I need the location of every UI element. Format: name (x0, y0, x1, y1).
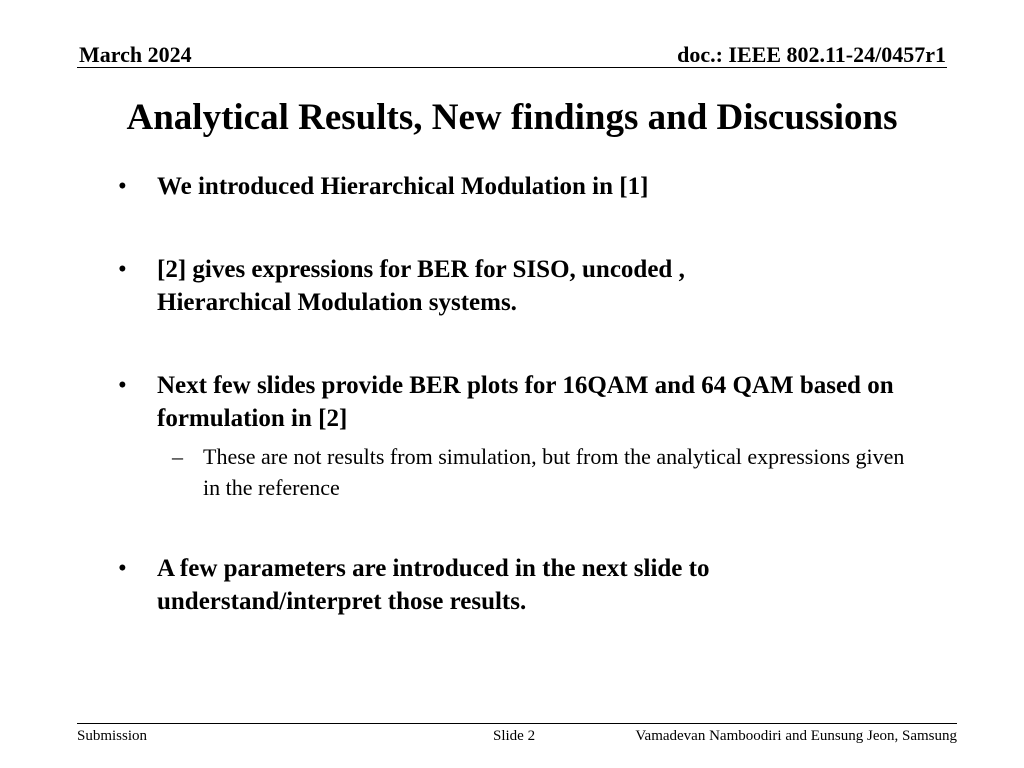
footer-authors: Vamadevan Namboodiri and Eunsung Jeon, Samsung (635, 728, 957, 744)
bullet-text: A few parameters are introduced in the next slide to understand/interpret those results. (157, 555, 710, 615)
bullet-item (118, 170, 917, 203)
footer-divider (77, 723, 957, 724)
sub-bullet-item (172, 441, 923, 503)
footer-slide-number: Slide 2 (493, 728, 536, 744)
bullet-text: [2] gives expressions for BER for SISO, uncoded , Hierarchical Modulation systems. (157, 256, 685, 316)
bullet-marker: • (118, 256, 127, 283)
bullet-item (118, 552, 837, 618)
bullet-item (118, 369, 897, 435)
slide-title: Analytical Results, New findings and Discussions (126, 97, 898, 138)
bullet-item (118, 253, 797, 319)
bullet-marker: • (118, 173, 127, 200)
bullet-text: Next few slides provide BER plots for 16QAM and 64 QAM based on formulation in [2] (157, 372, 894, 432)
sub-bullet-text: These are not results from simulation, but from the analytical expressions given in the reference (203, 444, 905, 500)
bullet-text: We introduced Hierarchical Modulation in [1] (157, 173, 649, 200)
footer-submission: Submission (77, 728, 148, 744)
bullet-marker: • (118, 372, 127, 399)
header-date: March 2024 (79, 42, 192, 67)
sub-bullet-marker: – (172, 444, 183, 469)
header-doc-id: doc.: IEEE 802.11-24/0457r1 (677, 42, 946, 67)
bullet-marker: • (118, 555, 127, 582)
